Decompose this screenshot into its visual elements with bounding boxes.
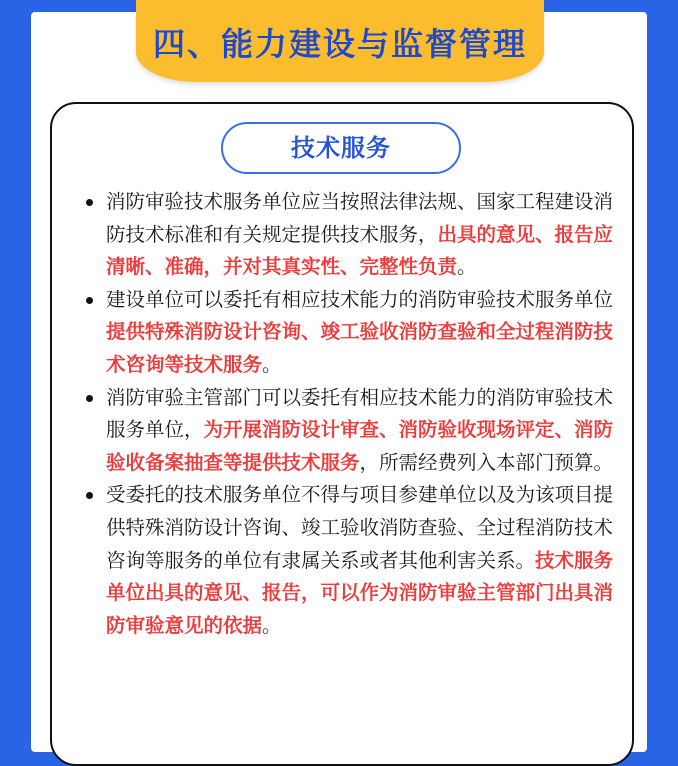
list-item <box>86 186 616 284</box>
item-emphasis: 提供特殊消防设计咨询、竣工验收消防查验和全过程消防技术咨询等技术服务 <box>106 320 614 376</box>
bullet-icon <box>86 395 93 402</box>
item-tail: 。 <box>262 613 282 637</box>
item-tail: 。 <box>262 352 282 376</box>
item-text: 受委托的技术服务单位不得与项目参建单位以及为该项目提供特殊消防设计咨询、竣工验收消防查验、全过程消防技术咨询等服务的单位有隶属关系或者其他利害关系。 <box>106 483 614 572</box>
page-title: 四、能力建设与监督管理 <box>152 25 527 63</box>
list-item <box>86 284 616 382</box>
item-text: 消防审验技术服务单位应当按照法律法规、国家工程建设消防技术标准和有关规定提供技术服务， <box>106 190 614 246</box>
bullet-list <box>86 186 616 642</box>
item-emphasis: 技术服务单位出具的意见、报告，可以作为消防审验主管部门出具消防审验意见的依据 <box>106 548 614 637</box>
item-tail: 。 <box>457 255 477 279</box>
item-emphasis: 出具的意见、报告应清晰、准确，并对其真实性、完整性负责 <box>106 222 614 279</box>
section-title: 技术服务 <box>221 122 461 174</box>
bullet-icon <box>86 492 93 499</box>
item-emphasis: 为开展消防设计审查、消防验收现场评定、消防验收备案抽查等提供技术服务 <box>106 418 614 474</box>
item-text: 建设单位可以委托有相应技术能力的消防审验技术服务单位 <box>106 287 614 311</box>
list-item <box>86 382 616 480</box>
item-text: 消防审验主管部门可以委托有相应技术能力的消防审验技术服务单位， <box>106 385 614 442</box>
item-tail: ，所需经费列入本部门预算。 <box>359 450 614 474</box>
list-item <box>86 479 616 642</box>
bullet-icon <box>86 297 93 304</box>
bullet-icon <box>86 199 93 206</box>
